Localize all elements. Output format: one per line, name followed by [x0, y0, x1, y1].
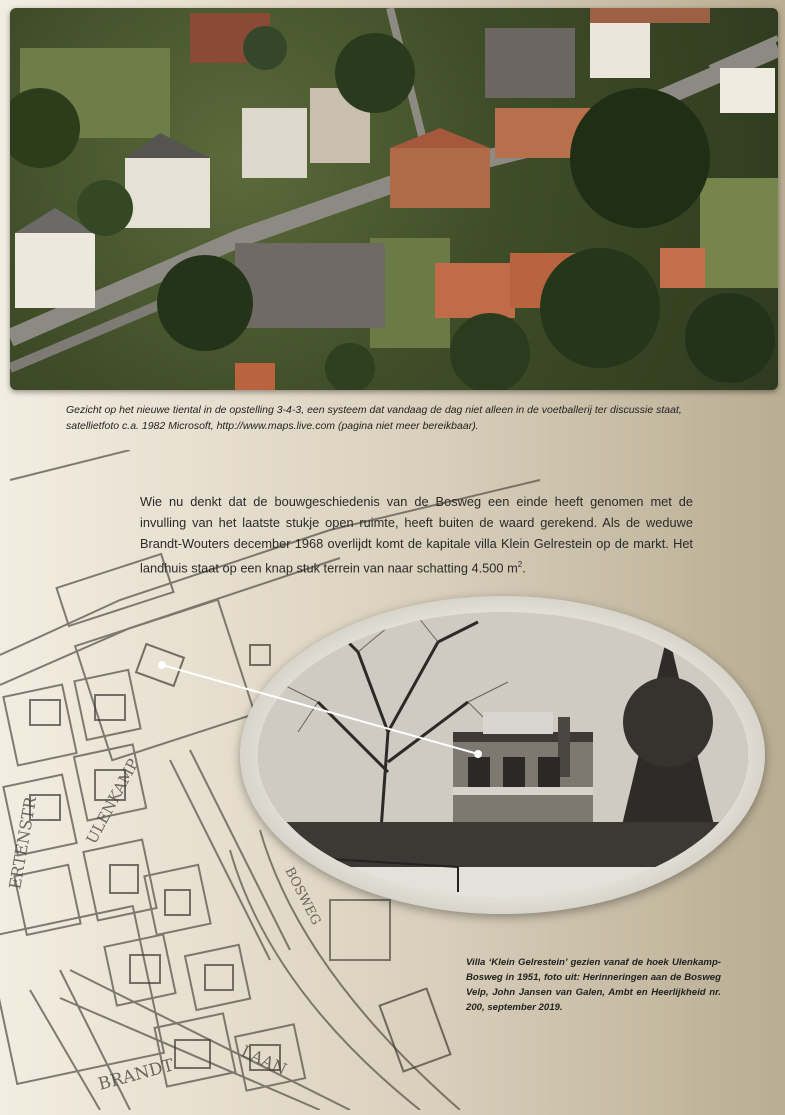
map-label-ulenkamp: ULENKAMP — [82, 755, 143, 847]
pointer-end-dot — [474, 750, 482, 758]
pointer-start-dot — [158, 661, 166, 669]
map-label-ertenstr: ERTENSTR — [5, 795, 41, 891]
superscript: 2 — [517, 560, 523, 569]
aerial-photo-caption: Gezicht op het nieuwe tiental in de opstelling 3-4-3, een systeem dat vandaag de dag niet alleen in de voetballerij ter discussie staat, satellietfoto c.a. 1982 Microsoft, http://www.maps.live.com (pagina niet meer bereikbaar). — [66, 404, 682, 432]
body-text-end: . — [522, 560, 526, 576]
map-label-brandt: BRANDT — [96, 1055, 177, 1095]
body-text: Wie nu denkt dat de bouwgeschiedenis van de Bosweg een einde heeft genomen met de invulling van het laatste stukje open ruimte, heeft buiten de waard gerekend. Als de weduwe Brandt-Wouters december 1968 overlijdt komt de kapitale villa Klein Gelrestein op de markt. Het landhuis staat op een knap stuk terrein van naar schatting 4.500 m — [140, 494, 693, 576]
map-label-bosweg: BOSWEG — [281, 865, 324, 928]
villa-photo-caption: Villa ‘Klein Gelrestein’ gezien vanaf de hoek Ulenkamp-Bosweg in 1951, foto uit: Herinneringen aan de Bosweg Velp, John Jansen van Galen, Ambt en Heerlijkheid nr. 200, september 2019. — [466, 957, 721, 1013]
map-label-laan: LAAN — [238, 1041, 290, 1079]
